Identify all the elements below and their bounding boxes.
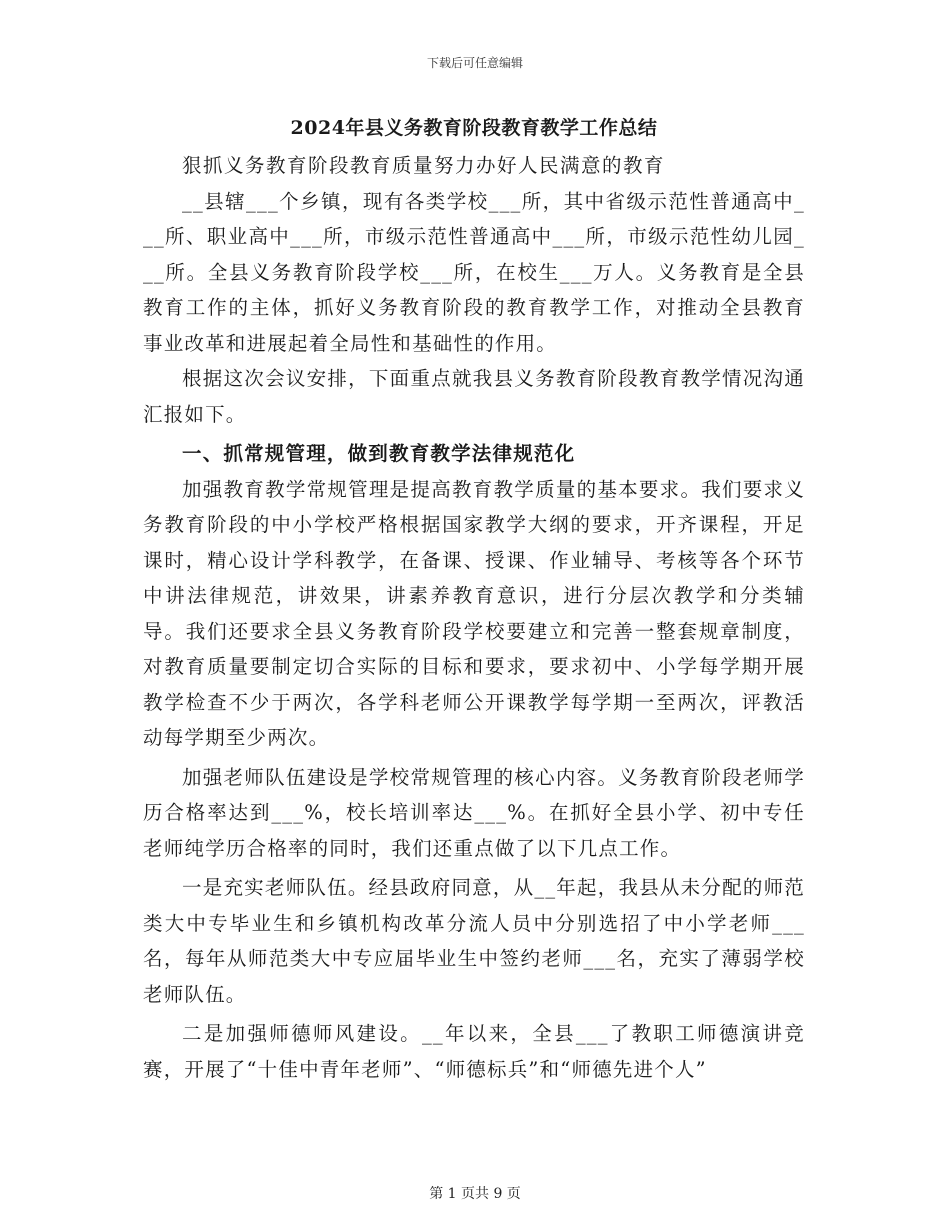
- page-header: 下载后可任意编辑: [426, 56, 523, 70]
- paragraph-routine-management: 加强教育教学常规管理是提高教育教学质量的基本要求。我们要求义务教育阶段的中小学校严格根据国家教学大纲的要求，开齐课程，开足课时，精心设计学科教学，在备课、授课、作业辅导、考核等各个环节中讲法律规范，讲效果，讲素养教育意识，进行分层次教学和分类辅导。我们还要求全县义务教育阶段学校要建立和完善一整套规章制度，对教育质量要制定切合实际的目标和要求，要求初中、小学每学期开展教学检查不少于两次，各学科老师公开课教学每学期一至两次，评教活动每学期至少两次。: [143, 477, 805, 749]
- paragraph-teacher-team: 加强老师队伍建设是学校常规管理的核心内容。义务教育阶段老师学历合格率达到___%，校长培训率达___%。在抓好全县小学、初中专任老师纯学历合格率的同时，我们还重点做了以下几点工作。: [143, 765, 805, 860]
- document-title: 2024年县义务教育阶段教育教学工作总结: [290, 117, 658, 139]
- paragraph-ethics-building: 二是加强师德师风建设。__年以来，全县___了教职工师德演讲竞赛，开展了“十佳中青年老师”、“师德标兵”和“师德先进个人”: [143, 1022, 805, 1081]
- paragraph-arrangement: 根据这次会议安排，下面重点就我县义务教育阶段教育教学情况沟通汇报如下。: [143, 367, 805, 426]
- document-subtitle: 狠抓义务教育阶段教育质量努力办好人民满意的教育: [182, 154, 666, 177]
- document-body: [143, 112, 805, 1087]
- paragraph-enrich-teachers: 一是充实老师队伍。经县政府同意，从__年起，我县从未分配的师范类大中专毕业生和乡镇机构改革分流人员中分别选招了中小学老师___名，每年从师范类大中专应届毕业生中签约老师___名，充实了薄弱学校老师队伍。: [143, 876, 805, 1006]
- page-footer: 第 1 页共 9 页: [429, 1186, 521, 1202]
- section-heading-1: 一、抓常规管理，做到教育教学法律规范化: [182, 442, 576, 465]
- paragraph-intro: __县辖___个乡镇，现有各类学校___所，其中省级示范性普通高中___所、职业高中___所，市级示范性普通高中___所，市级示范性幼儿园___所。全县义务教育阶段学校___所，在校生___万人。义务教育是全县教育工作的主体，抓好义务教育阶段的教育教学工作，对推动全县教育事业改革和进展起着全局性和基础性的作用。: [143, 189, 805, 355]
